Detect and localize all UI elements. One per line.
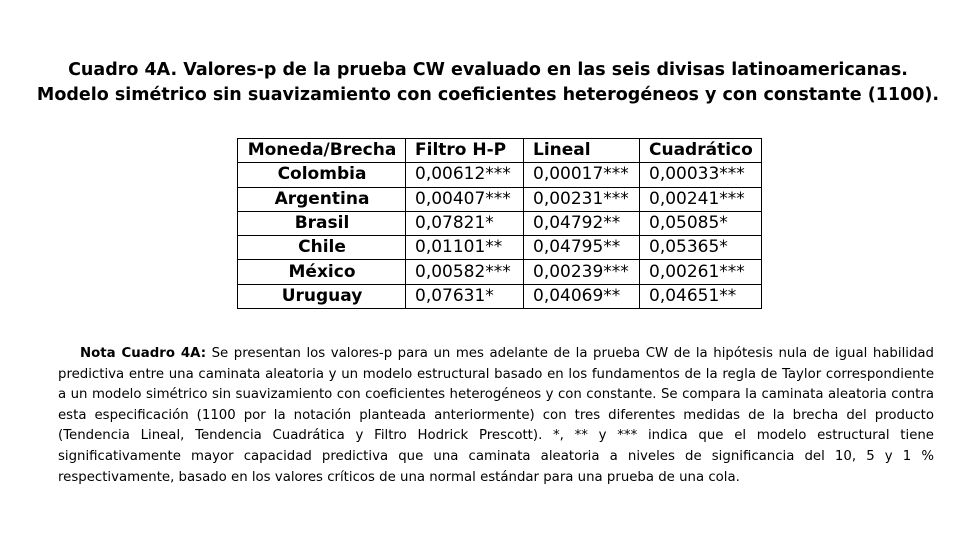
- cell-colombia-lineal: 0,00017***: [524, 163, 640, 187]
- cell-argentina-lineal: 0,00231***: [524, 187, 640, 211]
- row-label-brasil: Brasil: [238, 211, 406, 235]
- cell-brasil-filtro-hp: 0,07821*: [406, 211, 524, 235]
- cell-chile-filtro-hp: 0,01101**: [406, 236, 524, 260]
- cell-colombia-filtro-hp: 0,00612***: [406, 163, 524, 187]
- table-row: [238, 284, 762, 308]
- row-label-colombia: Colombia: [238, 163, 406, 187]
- cell-brasil-lineal: 0,04792**: [524, 211, 640, 235]
- cell-uruguay-cuadratico: 0,04651**: [640, 284, 762, 308]
- table-row: [238, 211, 762, 235]
- cell-uruguay-filtro-hp: 0,07631*: [406, 284, 524, 308]
- row-label-chile: Chile: [238, 236, 406, 260]
- table-title-line-2: Modelo simétrico sin suavizamiento con coeficientes heterogéneos y con constante (1100).: [36, 85, 940, 105]
- cell-colombia-cuadratico: 0,00033***: [640, 163, 762, 187]
- table-row: [238, 236, 762, 260]
- cell-argentina-filtro-hp: 0,00407***: [406, 187, 524, 211]
- table-header-row: [238, 139, 762, 163]
- cell-mexico-lineal: 0,00239***: [524, 260, 640, 284]
- cell-argentina-cuadratico: 0,00241***: [640, 187, 762, 211]
- table-row: [238, 163, 762, 187]
- results-table: [237, 138, 762, 309]
- header-moneda-brecha: Moneda/Brecha: [238, 139, 406, 163]
- header-cuadratico: Cuadrático: [640, 139, 762, 163]
- table-title-line-1: Cuadro 4A. Valores-p de la prueba CW evaluado en las seis divisas latinoamericanas.: [68, 60, 908, 80]
- note-text: Se presentan los valores-p para un mes adelante de la prueba CW de la hipótesis nula de igual habilidad predictiva entre una caminata aleatoria y un modelo estructural basado en los fundamentos de la regla de Taylor correspondiente a un modelo simétrico sin suavizamiento con coeficientes heterogéneos y con constante. Se compara la caminata aleatoria contra esta especificación (1100 por la notación planteada anteriormente) con tres diferentes medidas de la brecha del producto (Tendencia Lineal, Tendencia Cuadrática y Filtro Hodrick Prescott). *, ** y *** indica que el modelo estructural tiene significativamente mayor capacidad predictiva que una caminata aleatoria a niveles de significancia del 10, 5 y 1 % respectivamente, basado en los valores críticos de una normal estándar para una prueba de una cola.: [58, 346, 934, 485]
- table-row: [238, 260, 762, 284]
- row-label-mexico: México: [238, 260, 406, 284]
- header-filtro-hp: Filtro H-P: [406, 139, 524, 163]
- cell-chile-cuadratico: 0,05365*: [640, 236, 762, 260]
- note-label: Nota Cuadro 4A:: [80, 346, 207, 361]
- table-row: [238, 187, 762, 211]
- row-label-uruguay: Uruguay: [238, 284, 406, 308]
- row-label-argentina: Argentina: [238, 187, 406, 211]
- table-note: [58, 344, 934, 488]
- cell-uruguay-lineal: 0,04069**: [524, 284, 640, 308]
- cell-brasil-cuadratico: 0,05085*: [640, 211, 762, 235]
- cell-chile-lineal: 0,04795**: [524, 236, 640, 260]
- header-lineal: Lineal: [524, 139, 640, 163]
- cell-mexico-cuadratico: 0,00261***: [640, 260, 762, 284]
- cell-mexico-filtro-hp: 0,00582***: [406, 260, 524, 284]
